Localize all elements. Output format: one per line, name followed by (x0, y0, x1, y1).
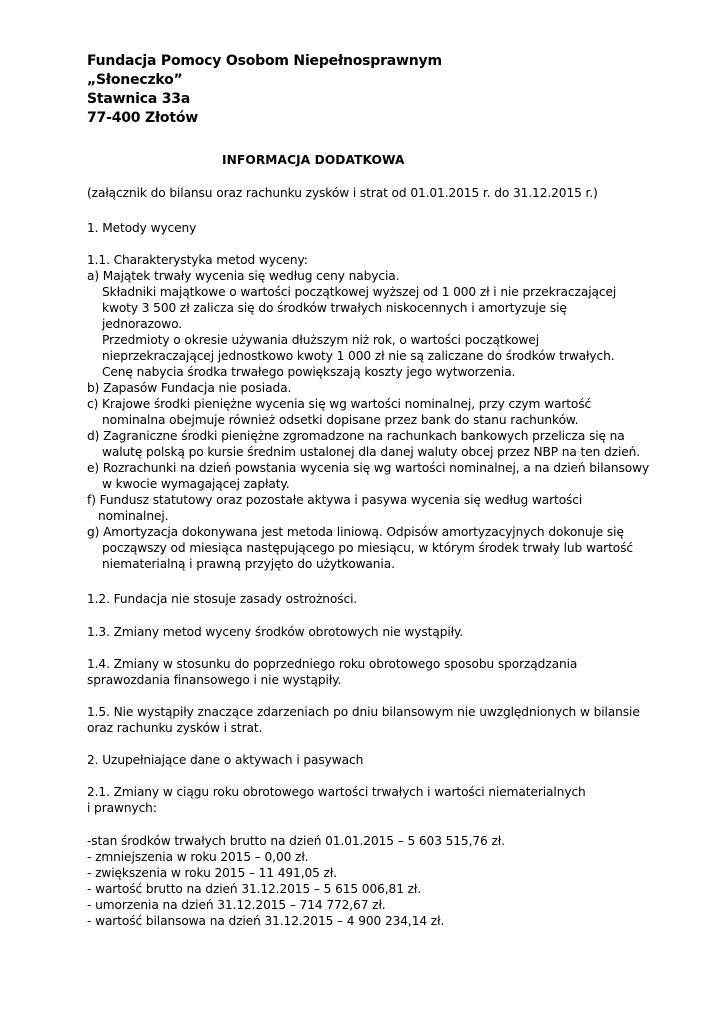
document-subtitle: (załącznik do bilansu oraz rachunku zysków i strat od 01.01.2015 r. do 31.12.2015 r.) (87, 186, 598, 200)
document-title: INFORMACJA DODATKOWA (222, 153, 405, 167)
list-item: - wartość bilansowa na dzień 31.12.2015 – 4 900 234,14 zł. (87, 914, 445, 928)
item-f-line: f) Fundusz statutowy oraz pozostałe aktywa i pasywa wycenia się według wartości (87, 493, 583, 507)
org-city: 77-400 Złotów (87, 110, 198, 126)
section-1-4-line: 1.4. Zmiany w stosunku do poprzedniego roku obrotowego sposobu sporządzania (87, 657, 578, 671)
org-alias: „Słoneczko” (87, 72, 183, 88)
item-a-line: kwoty 3 500 zł zalicza się do środków trwałych niskocennych i amortyzuje się (102, 301, 567, 315)
list-item: - zwiększenia w roku 2015 – 11 491,05 zł. (87, 866, 337, 880)
section-2-heading: 2. Uzupełniające dane o aktywach i pasywach (87, 753, 364, 767)
section-1-heading: 1. Metody wyceny (87, 221, 197, 235)
section-2-1-line: i prawnych: (87, 801, 157, 815)
item-f-line: nominalnej. (98, 509, 169, 523)
item-a-line: nieprzekraczającej jednostkowo kwoty 1 000 zł nie są zaliczane do środków trwałych. (102, 349, 615, 363)
item-e-line: e) Rozrachunki na dzień powstania wycenia się wg wartości nominalnej, a na dzień bilansowy (87, 461, 650, 475)
section-1-4-line: sprawozdania finansowego i nie wystąpiły. (87, 673, 342, 687)
org-street: Stawnica 33a (87, 91, 191, 107)
item-g-line: niematerialną i prawną przyjęto do użytkowania. (102, 557, 395, 571)
item-e-line: w kwocie wymagającej zapłaty. (102, 477, 290, 491)
section-1-1-heading: 1.1. Charakterystyka metod wyceny: (87, 253, 308, 267)
section-2-1-line: 2.1. Zmiany w ciągu roku obrotowego wartości trwałych i wartości niematerialnych (87, 785, 586, 799)
item-c-line: c) Krajowe środki pieniężne wycenia się wg wartości nominalnej, przy czym wartość (87, 397, 592, 411)
item-d-line: d) Zagraniczne środki pieniężne zgromadzone na rachunkach bankowych przelicza się na (87, 429, 625, 443)
item-a-line: a) Majątek trwały wycenia się według ceny nabycia. (87, 269, 400, 283)
item-g-line: począwszy od miesiąca następującego po miesiącu, w którym środek trwały lub wartość (102, 541, 633, 555)
item-a-line: Cenę nabycia środka trwałego powiększają koszty jego wytworzenia. (102, 365, 516, 379)
item-a-line: Składniki majątkowe o wartości początkowej wyższej od 1 000 zł i nie przekraczającej (102, 285, 617, 299)
section-1-2: 1.2. Fundacja nie stosuje zasady ostrożności. (87, 592, 358, 606)
item-a-line: Przedmioty o okresie używania dłuższym niż rok, o wartości początkowej (102, 333, 539, 347)
item-b-line: b) Zapasów Fundacja nie posiada. (87, 381, 292, 395)
list-item: -stan środków trwałych brutto na dzień 01.01.2015 – 5 603 515,76 zł. (87, 834, 505, 848)
list-item: - wartość brutto na dzień 31.12.2015 – 5 615 006,81 zł. (87, 882, 422, 896)
item-c-line: nominalna obejmuje również odsetki dopisane przez bank do stanu rachunków. (102, 413, 579, 427)
org-name: Fundacja Pomocy Osobom Niepełnosprawnym (87, 53, 442, 69)
list-item: - umorzenia na dzień 31.12.2015 – 714 772,67 zł. (87, 898, 386, 912)
item-d-line: walutę polską po kursie średnim ustalonej dla danej waluty obcej przez NBP na ten dzień. (102, 445, 641, 459)
list-item: - zmniejszenia w roku 2015 – 0,00 zł. (87, 850, 309, 864)
section-1-5-line: oraz rachunku zysków i strat. (87, 721, 263, 735)
section-1-3: 1.3. Zmiany metod wyceny środków obrotowych nie wystąpiły. (87, 625, 464, 639)
section-1-5-line: 1.5. Nie wystąpiły znaczące zdarzeniach po dniu bilansowym nie uwzględnionych w bilansie (87, 705, 640, 719)
item-g-line: g) Amortyzacja dokonywana jest metoda liniową. Odpisów amortyzacyjnych dokonuje się (87, 525, 624, 539)
item-a-line: jednorazowo. (102, 317, 183, 331)
